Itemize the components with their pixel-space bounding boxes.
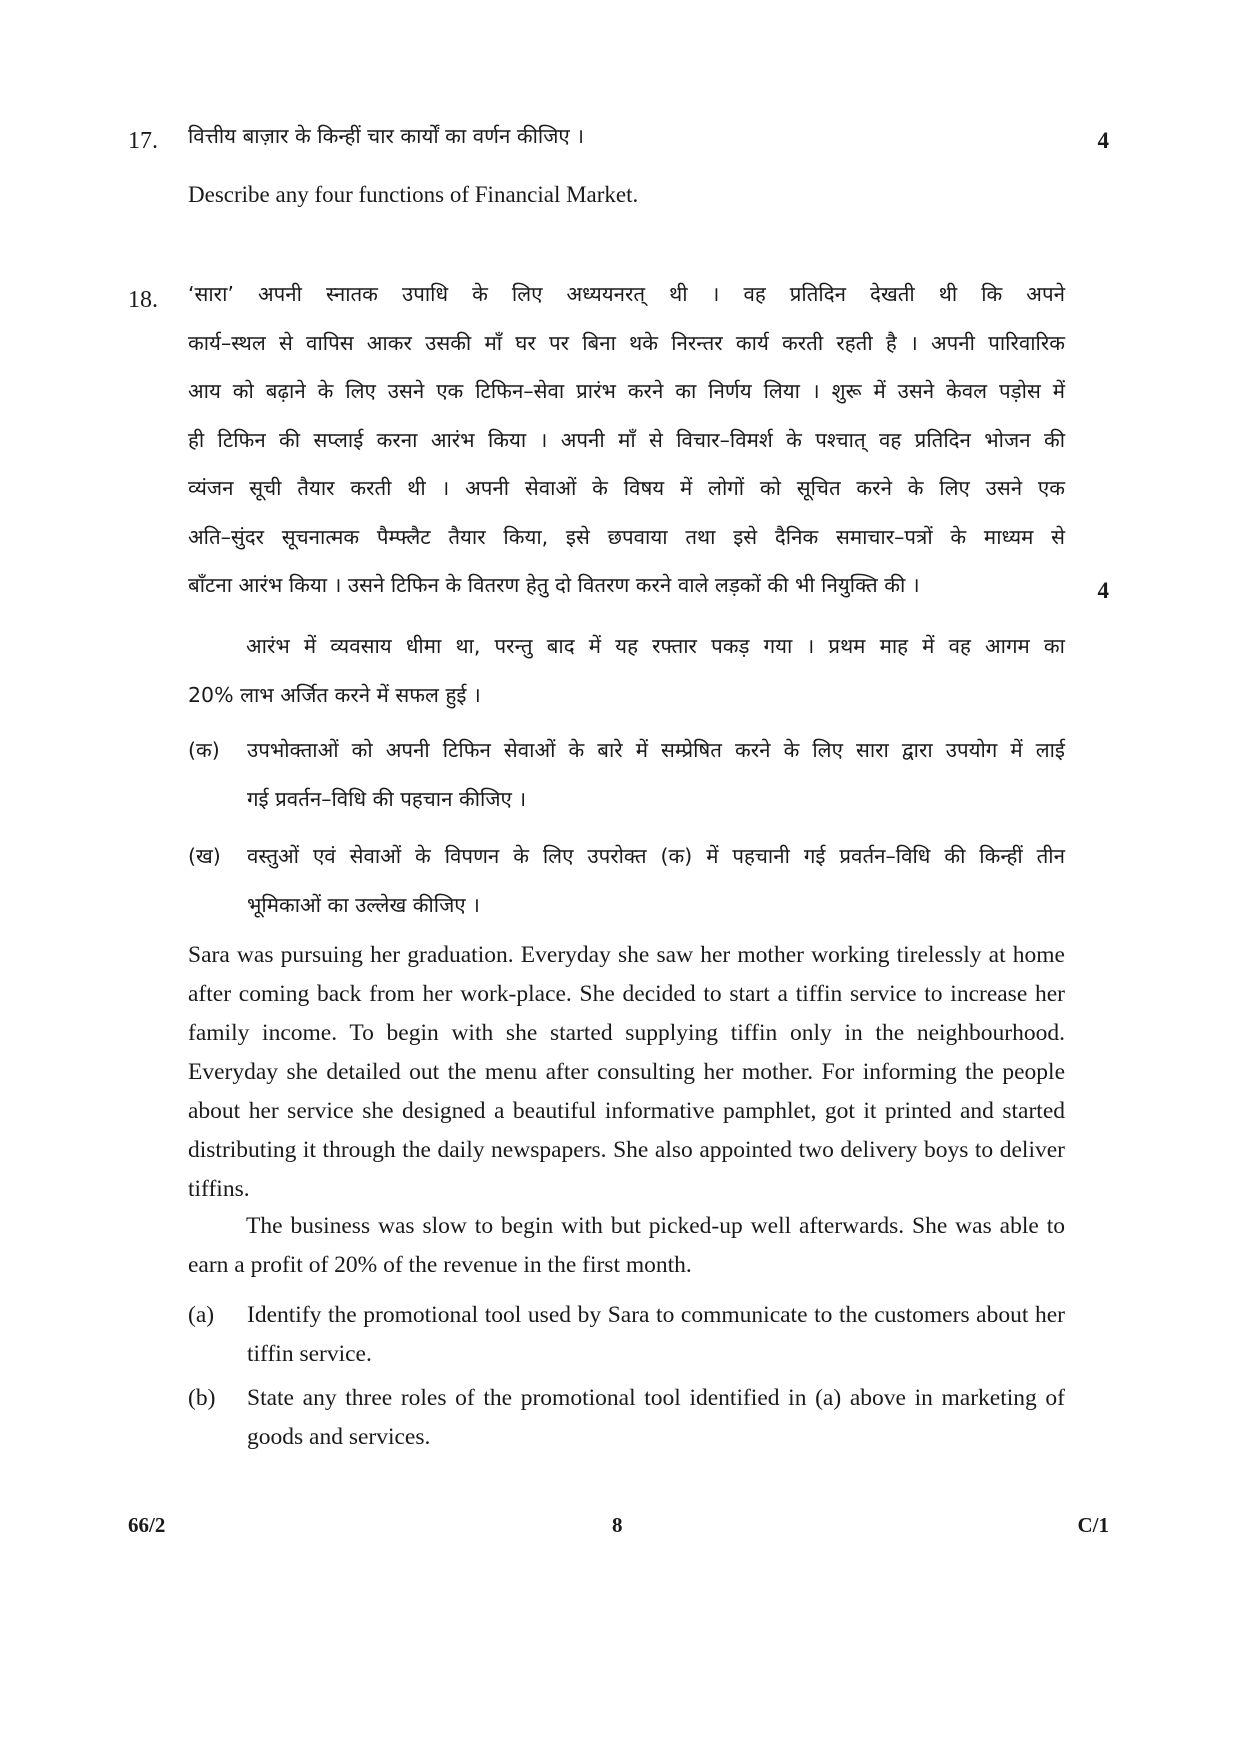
question-18-hindi-paragraph: ‘सारा’ अपनी स्नातक उपाधि के लिए अध्ययनरत् थी । वह प्रतिदिन देखती थी कि अपने कार्य–स्थल से वापिस आकर उसकी माँ घर पर बिना थके निरन्तर कार्य करती रहती है । अपनी पारिवारिक आय को बढ़ाने के लिए उसने एक टिफिन–सेवा प्रारंभ करने का निर्णय लिया । शुरू में उसने केवल पड़ोस में ही टिफिन की सप्लाई करना आरंभ किया । अपनी माँ से विचार–विमर्श के पश्चात् वह प्रतिदिन भोजन की व्यंजन सूची तैयार करती थी । अपनी सेवाओं के विषय में लोगों को सूचित करने के लिए उसने एक अति–सुंदर सूचनात्मक पैम्फ्लैट तैयार किया, इसे छपवाया तथा इसे दैनिक समाचार–पत्रों के माध्यम से बाँटना आरंभ किया । उसने टिफिन के वितरण हेतु दो वितरण करने वाले लड़कों की भी नियुक्ति की । (188, 282, 1065, 597)
part-label: (क) (188, 738, 220, 762)
question-18-english-paragraph-2: The business was slow to begin with but picked-up well afterwards. She was able to earn a profit of 20% of the revenue in the first month. (188, 1213, 1065, 1278)
question-17-hindi: वित्तीय बाज़ार के किन्हीं चार कार्यों का वर्णन कीजिए । (188, 124, 585, 148)
part-label: (a) (188, 1302, 215, 1328)
part-label: (b) (188, 1385, 216, 1411)
paper-code: 66/2 (128, 1513, 166, 1537)
page-number: 8 (612, 1513, 623, 1537)
set-code: C/1 (1077, 1513, 1109, 1537)
question-18-marks: 4 (1097, 578, 1109, 603)
part-label: (ख) (188, 844, 221, 868)
exam-page: 17. 4 वित्तीय बाज़ार के किन्हीं चार कार्यों का वर्णन कीजिए । Describe any four functions of Financial Market. 18. ‘सारा’ अपनी स्नातक उपाधि के लिए अध्ययनरत् थी । वह प्रतिदिन देखती थी कि अपने कार्य–स्थल से वापिस आकर उसकी माँ घर पर बिना थके निरन्तर कार्य करती रहती है । अपनी पारिवारिक आय को बढ़ाने के लिए उसने एक टिफिन–सेवा प्रारंभ करने का निर्णय लिया । शुरू में उसने केवल पड़ोस में ही टिफिन की सप्लाई करना आरंभ किया । अपनी माँ से विचार–विमर्श के पश्चात् वह प्रतिदिन भोजन की व्यंजन सूची तैयार करती थी । अपनी सेवाओं के विषय में लोगों को सूचित करने के लिए उसने एक अति–सुंदर सूचनात्मक पैम्फ्लैट तैयार किया, इसे छपवाया तथा इसे दैनिक समाचार–पत्रों के माध्यम से बाँटना आरंभ किया । उसने टिफिन के वितरण हेतु दो वितरण करने वाले लड़कों की भी नियुक्ति की । 4 आरंभ में व्यवसाय धीमा था, परन्तु बाद में यह रफ्तार पकड़ गया । प्रथम माह में वह आगम का 20% लाभ अर्जित करने में सफल हुई । (क) उपभोक्ताओं को अपनी टिफिन सेवाओं के बारे में सम्प्रेषित करने के लिए सारा द्वारा उपयोग में लाई गई प्रवर्तन–विधि की पहचान कीजिए । (ख) वस्तुओं एवं सेवाओं के विपणन के लिए उपरोक्त (क) में पहचानी गई प्रवर्तन–विधि की किन्हीं तीन भूमिकाओं का उल्लेख कीजिए । Sara was pursuing her graduation. Everyday she saw her mother working tirelessly at home after coming back from her work-place. She decided to start a tiffin service to increase her family income. To begin with she started supplying tiffin only in the neighbourhood. Everyday she detailed out the menu after consulting her mother. For informing the people about her service she designed a beautiful informative pamphlet, got it printed and started distributing it through the daily newspapers. She also appointed two delivery boys to deliver tiffins. The business was slow to begin with but picked-up well afterwards. She was able to earn a profit of 20% of the revenue in the first month. (a) Identify the promotional tool used by Sara to communicate to the customers about her tiffin service. (b) State any three roles of the promotional tool identified in (a) above in marketing of goods and services. 66/2 8 C/1 (128, 124, 1109, 1537)
question-17-marks: 4 (1097, 128, 1109, 153)
question-17-number: 17. (128, 128, 158, 154)
question-17-english: Describe any four functions of Financial Market. (188, 182, 639, 207)
question-18-number: 18. (128, 287, 158, 313)
question-18-hindi-paragraph-2: आरंभ में व्यवसाय धीमा था, परन्तु बाद में यह रफ्तार पकड़ गया । प्रथम माह में वह आगम का 20% लाभ अर्जित करने में सफल हुई । (188, 634, 1065, 707)
question-18-english-paragraph: Sara was pursuing her graduation. Everyday she saw her mother working tirelessly at home after coming back from her work-place. She decided to start a tiffin service to increase her family income. To begin with she started supplying tiffin only in the neighbourhood. Everyday she detailed out the menu after consulting her mother. For informing the people about her service she designed a beautiful informative pamphlet, got it printed and started distributing it through the daily newspapers. She also appointed two delivery boys to deliver tiffins. (188, 942, 1065, 1202)
